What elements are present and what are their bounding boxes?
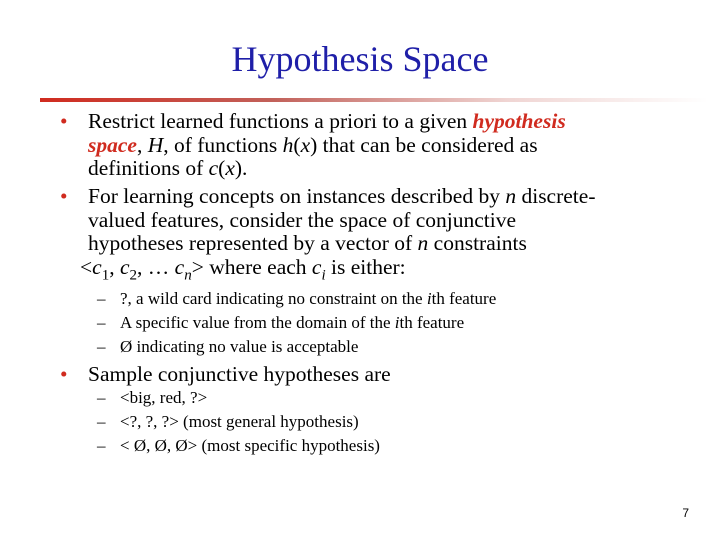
text-span: , of functions [163, 132, 283, 157]
text-span: th feature [399, 313, 465, 332]
bullet-1-line-2 [88, 134, 648, 158]
sub-dash: – [97, 412, 106, 431]
sub-text: <?, ?, ?> (most general hypothesis) [120, 412, 359, 431]
text-span: < [80, 254, 93, 279]
sub-dash: – [97, 313, 106, 332]
math-var: i [394, 313, 400, 332]
sub-dash: – [97, 388, 106, 407]
sub-text [120, 311, 464, 335]
text-span: , [109, 254, 120, 279]
text-span: Restrict learned functions a priori to a given [88, 109, 473, 133]
math-var: h [282, 132, 294, 157]
subscript: 2 [129, 266, 138, 283]
text-span: , [136, 132, 148, 157]
text-span: ( [218, 156, 226, 180]
slide-title: Hypothesis Space [231, 39, 489, 79]
bullet-text [80, 184, 648, 283]
sub-text: <big, red, ?> [120, 388, 208, 407]
highlight-term: space [88, 132, 137, 157]
text-span: , … [137, 254, 175, 279]
text-span: A specific value from the domain of the [120, 313, 395, 332]
bullet-2-line-3 [88, 232, 648, 256]
sub-text [120, 287, 496, 311]
sub-text: Ø indicating no value is acceptable [120, 337, 359, 356]
bullet-1-line-3 [88, 157, 648, 181]
math-var: H [147, 132, 164, 157]
text-span: definitions of [88, 156, 209, 180]
math-var: c [92, 254, 102, 279]
highlight-term: hypothesis [472, 109, 566, 133]
math-var: c [208, 156, 219, 180]
math-var: c [174, 254, 185, 279]
sub-text: < Ø, Ø, Ø> (most specific hypothesis) [120, 436, 380, 455]
text-span: discrete- [516, 184, 596, 208]
bullet-marker: • [60, 184, 68, 208]
text-span: is either: [325, 254, 406, 279]
subscript: n [184, 266, 192, 283]
text-span: > where each [191, 254, 312, 279]
bullet-2-line-2: valued features, consider the space of conjunctive [88, 207, 517, 232]
text-span: th feature [431, 289, 497, 308]
title-underline [40, 98, 708, 102]
sub-dash: – [97, 436, 106, 455]
math-var: n [417, 231, 429, 255]
text-span: ?, a wild card indicating no constraint on the [120, 289, 427, 308]
bullet-2-line-4 [80, 254, 648, 283]
math-var: x [225, 156, 235, 180]
subscript: 1 [101, 266, 110, 283]
text-span: ) that can be considered as [310, 132, 538, 157]
text-span: constraints [428, 231, 527, 255]
math-var: c [119, 254, 130, 279]
bullet-1-line-1 [88, 110, 648, 134]
text-span: hypotheses represented by a vector of [88, 231, 418, 255]
bullet-marker: • [60, 109, 68, 133]
page-number: 7 [682, 506, 689, 520]
bullet-text: Sample conjunctive hypotheses are [88, 362, 391, 386]
text-span: For learning concepts on instances described by [88, 184, 506, 208]
text-span: ( [293, 132, 301, 157]
math-var: c [311, 254, 322, 279]
math-var: n [505, 184, 517, 208]
math-var: i [426, 289, 432, 308]
text-span: ). [234, 156, 248, 180]
bullet-2-line-1 [88, 185, 648, 209]
math-var: x [300, 132, 311, 157]
sub-dash: – [97, 337, 106, 356]
subscript: i [321, 266, 326, 283]
bullet-marker: • [60, 362, 68, 386]
bullet-text [88, 110, 648, 181]
sub-dash: – [97, 289, 106, 308]
